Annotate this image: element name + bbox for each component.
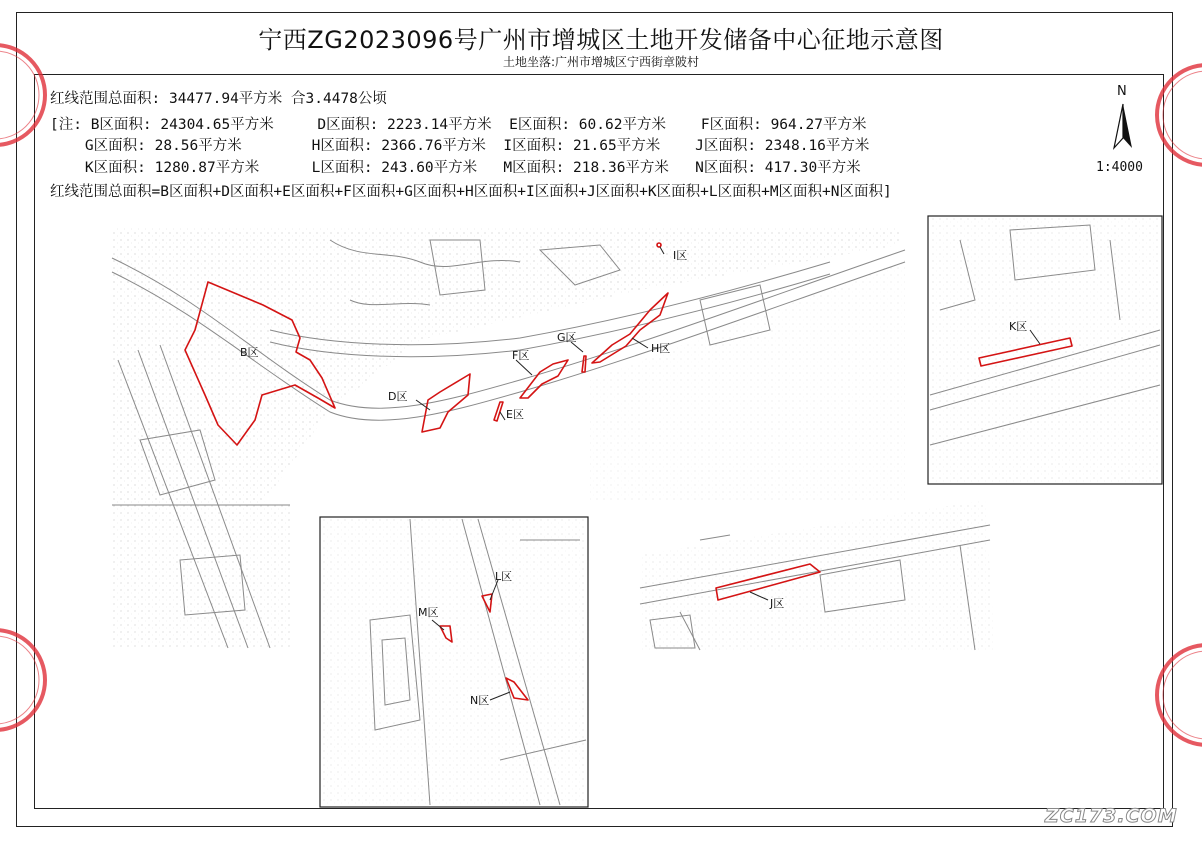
scale-label: 1:4000 [1096, 160, 1143, 175]
area-note-row-3: K区面积: 1280.87平方米 L区面积: 243.60平方米 M区面积: 218.36平方米 N区面积: 417.30平方米 [50, 160, 861, 176]
map-title: 宁西ZG2023096号广州市增城区土地开发储备中心征地示意图 [258, 26, 944, 54]
official-seal-stamp-bottom-left [0, 625, 50, 735]
land-location: 土地坐落:广州市增城区宁西街章陂村 [502, 55, 700, 69]
site-watermark: ZC173.COM [1045, 805, 1178, 827]
zone-d-label: D区 [388, 390, 408, 403]
north-label: N [1117, 84, 1127, 99]
zone-k-label: K区 [1009, 320, 1028, 333]
zone-g-label: G区 [557, 331, 577, 344]
zone-e-boundary [494, 402, 503, 421]
zone-h-label: H区 [651, 342, 671, 355]
zone-f-label: F区 [512, 349, 530, 362]
area-note-row-2: G区面积: 28.56平方米 H区面积: 2366.76平方米 I区面积: 21.65平方米 J区面积: 2348.16平方米 [50, 138, 870, 154]
official-seal-stamp-top-left [0, 40, 50, 150]
zone-j-base-map [640, 500, 995, 650]
zone-j-label: J区 [770, 597, 785, 610]
zone-e-label: E区 [506, 408, 524, 421]
zone-f-boundary [520, 360, 568, 398]
zone-n-label: N区 [470, 694, 490, 707]
zone-l-label: L区 [495, 570, 513, 583]
total-area-line: 红线范围总面积: 34477.94平方米 合3.4478公顷 [50, 91, 387, 107]
area-formula: 红线范围总面积=B区面积+D区面积+E区面积+F区面积+G区面积+H区面积+I区面积+J区面积+K区面积+L区面积+M区面积+N区面积] [50, 184, 892, 200]
zone-b-label: B区 [240, 346, 259, 359]
zone-i-label: I区 [673, 249, 688, 262]
zone-g-boundary [582, 356, 586, 372]
zone-k-inset [928, 216, 1162, 484]
official-seal-stamp-top-right [1152, 60, 1202, 170]
zone-m-label: M区 [418, 606, 439, 619]
official-seal-stamp-bottom-right [1152, 640, 1202, 750]
zone-lmn-inset [320, 517, 588, 807]
area-note-row-1: [注: B区面积: 24304.65平方米 D区面积: 2223.14平方米 E区面积: 60.62平方米 F区面积: 964.27平方米 [50, 117, 867, 133]
